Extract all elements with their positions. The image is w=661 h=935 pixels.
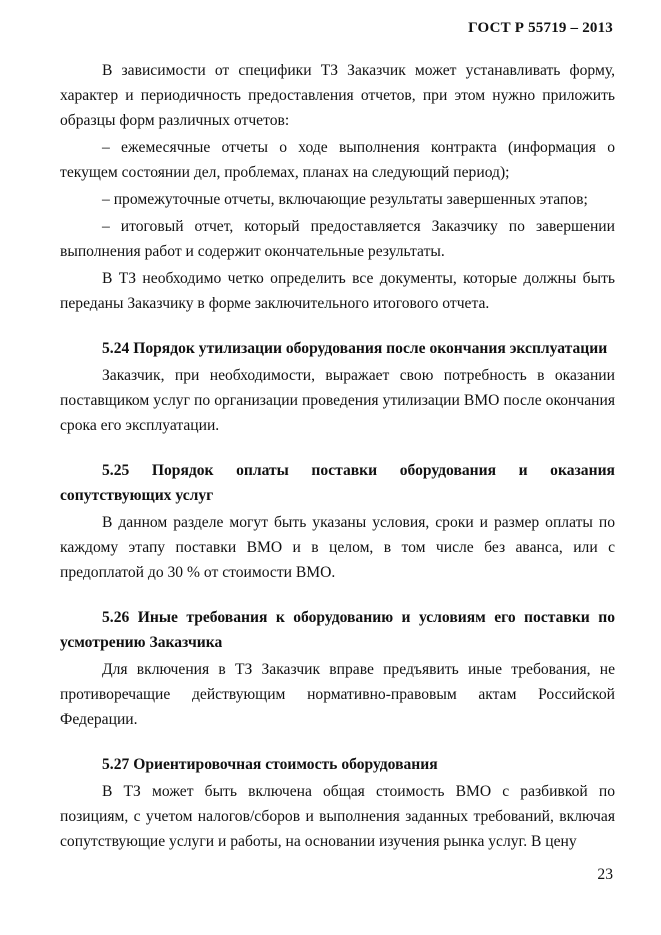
section-heading: 5.27 Ориентировочная стоимость оборудования [102,756,438,773]
page-number: 23 [597,866,613,883]
section-heading: 5.25 Порядок оплаты поставки оборудования и оказания сопутствующих услуг [60,462,615,504]
section-body: Заказчик, при необходимости, выражает свою потребность в оказании поставщиком услуг по организации проведения утилизации ВМО после окончания срока его эксплуатации. [60,367,615,434]
section-body: В ТЗ может быть включена общая стоимость ВМО с разбивкой по позициям, с учетом налогов/сборов и выполнения заданных требований, включая сопутствующие услуги и работы, на основании изучения рынка услуг. В цену [60,783,615,850]
list-item: – промежуточные отчеты, включающие результаты завершенных этапов; [102,191,588,208]
section-body: В данном разделе могут быть указаны условия, сроки и размер оплаты по каждому этапу поставки ВМО и в целом, в том числе без аванса, или с предоплатой до 30 % от стоимости ВМО. [60,514,615,581]
list-item: – ежемесячные отчеты о ходе выполнения контракта (информация о текущем состоянии дел, проблемах, планах на следующий период); [60,139,615,181]
paragraph: В зависимости от специфики ТЗ Заказчик может устанавливать форму, характер и периодичность предоставления отчетов, при этом нужно приложить образцы форм различных отчетов: [60,62,615,129]
section-heading: 5.24 Порядок утилизации оборудования после окончания эксплуатации [102,340,608,357]
paragraph: В ТЗ необходимо четко определить все документы, которые должны быть переданы Заказчику в форме заключительного итогового отчета. [60,270,615,312]
document-body [60,58,615,854]
document-header: ГОСТ Р 55719 – 2013 [468,20,613,36]
section-heading: 5.26 Иные требования к оборудованию и условиям его поставки по усмотрению Заказчика [60,609,615,651]
section-body: Для включения в ТЗ Заказчик вправе предъявить иные требования, не противоречащие действующим нормативно-правовым актам Российской Федерации. [60,661,615,728]
list-item: – итоговый отчет, который предоставляется Заказчику по завершении выполнения работ и содержит окончательные результаты. [60,218,615,260]
